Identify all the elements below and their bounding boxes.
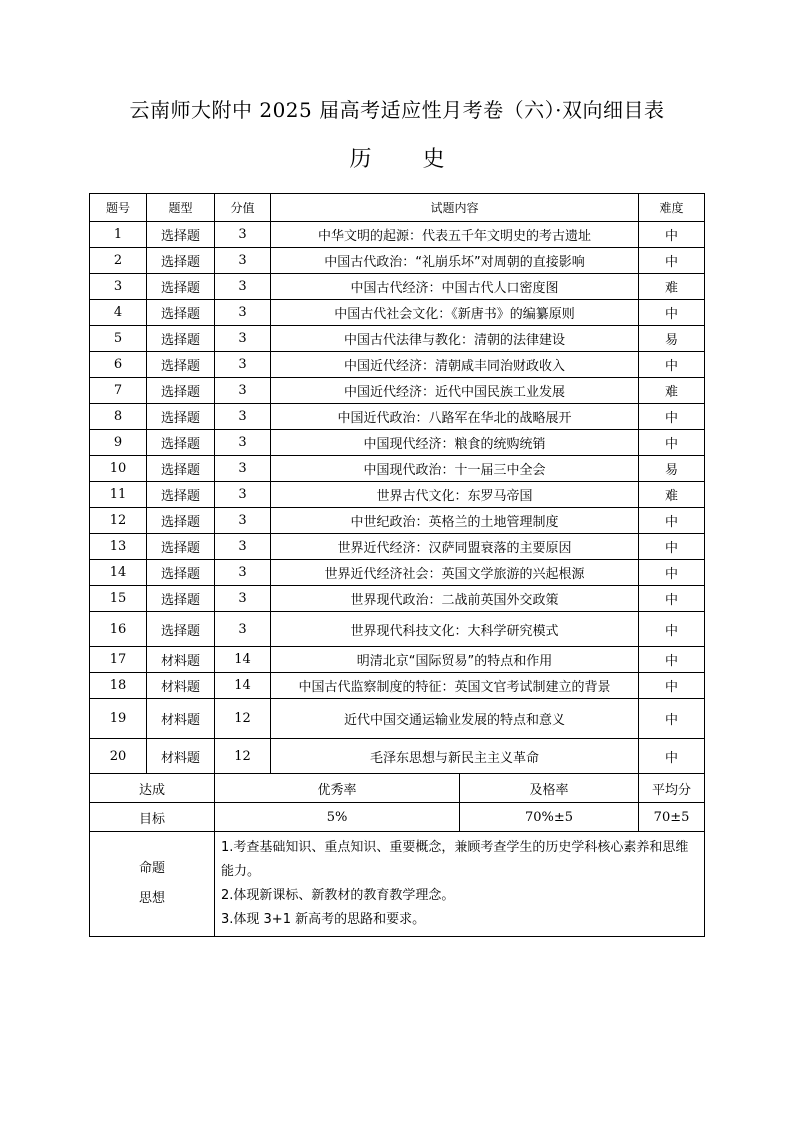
question-number-cell: 13	[90, 534, 147, 560]
question-score-cell: 14	[215, 647, 271, 673]
question-content-cell: 中国近代政治：八路军在华北的战略展开	[271, 404, 639, 430]
document-title: 云南师大附中 2025 届高考适应性月考卷（六）·双向细目表	[129, 98, 665, 122]
question-number-cell: 12	[90, 508, 147, 534]
question-number-cell: 20	[90, 739, 147, 774]
question-type-cell: 材料题	[147, 647, 215, 673]
col-header-difficulty: 难度	[639, 194, 705, 222]
question-difficulty-cell: 难	[639, 482, 705, 508]
question-type-cell: 选择题	[147, 248, 215, 274]
question-type-cell: 选择题	[147, 222, 215, 248]
question-type-cell: 材料题	[147, 699, 215, 739]
question-difficulty-cell: 中	[639, 673, 705, 699]
question-number-cell: 14	[90, 560, 147, 586]
ideas-row	[90, 832, 705, 937]
col-header-number: 题号	[90, 194, 147, 222]
question-content-cell: 中国现代经济：粮食的统购统销	[271, 430, 639, 456]
goal-header-pass: 及格率	[460, 774, 639, 803]
question-score-cell: 12	[215, 699, 271, 739]
idea-item-3: 3.体现 3+1 新高考的思路和要求。	[221, 912, 426, 927]
question-number-cell: 15	[90, 586, 147, 612]
table-row	[90, 222, 705, 248]
table-row	[90, 739, 705, 774]
question-type-cell: 选择题	[147, 508, 215, 534]
col-header-content: 试题内容	[271, 194, 639, 222]
question-score-cell: 3	[215, 430, 271, 456]
question-type-cell: 选择题	[147, 482, 215, 508]
question-type-cell: 选择题	[147, 586, 215, 612]
table-row	[90, 482, 705, 508]
question-content-cell: 世界古代文化：东罗马帝国	[271, 482, 639, 508]
question-difficulty-cell: 中	[639, 430, 705, 456]
question-type-cell: 选择题	[147, 534, 215, 560]
table-row	[90, 673, 705, 699]
question-number-cell: 2	[90, 248, 147, 274]
ideas-label-top: 命题	[138, 861, 165, 876]
goal-header-average: 平均分	[639, 774, 705, 803]
question-difficulty-cell: 难	[639, 378, 705, 404]
goal-header-row	[90, 774, 705, 803]
question-content-cell: 世界近代经济：汉萨同盟衰落的主要原因	[271, 534, 639, 560]
table-row	[90, 699, 705, 739]
question-number-cell: 16	[90, 612, 147, 647]
goal-value-average: 70±5	[639, 803, 705, 832]
question-score-cell: 3	[215, 508, 271, 534]
table-row	[90, 430, 705, 456]
question-number-cell: 5	[90, 326, 147, 352]
goal-label-bottom: 目标	[90, 803, 215, 832]
question-score-cell: 3	[215, 586, 271, 612]
question-content-cell: 中国古代监察制度的特征：英国文官考试制建立的背景	[271, 673, 639, 699]
question-content-cell: 中国古代政治：“礼崩乐坏”对周朝的直接影响	[271, 248, 639, 274]
col-header-type: 题型	[147, 194, 215, 222]
question-number-cell: 19	[90, 699, 147, 739]
question-score-cell: 3	[215, 352, 271, 378]
question-content-cell: 中世纪政治：英格兰的土地管理制度	[271, 508, 639, 534]
table-body	[90, 222, 705, 774]
goal-value-pass: 70%±5	[460, 803, 639, 832]
table-row	[90, 326, 705, 352]
question-content-cell: 世界近代经济社会：英国文学旅游的兴起根源	[271, 560, 639, 586]
ideas-label	[90, 832, 215, 937]
question-type-cell: 选择题	[147, 300, 215, 326]
question-difficulty-cell: 中	[639, 508, 705, 534]
question-score-cell: 14	[215, 673, 271, 699]
question-content-cell: 世界现代政治：二战前英国外交政策	[271, 586, 639, 612]
question-number-cell: 7	[90, 378, 147, 404]
question-content-cell: 明清北京“国际贸易”的特点和作用	[271, 647, 639, 673]
question-content-cell: 中国现代政治：十一届三中全会	[271, 456, 639, 482]
question-content-cell: 中华文明的起源：代表五千年文明史的考古遗址	[271, 222, 639, 248]
question-difficulty-cell: 中	[639, 404, 705, 430]
goal-label-top: 达成	[90, 774, 215, 803]
question-score-cell: 3	[215, 326, 271, 352]
question-difficulty-cell: 中	[639, 586, 705, 612]
question-difficulty-cell: 中	[639, 352, 705, 378]
question-content-cell: 中国近代经济：清朝咸丰同治财政收入	[271, 352, 639, 378]
table-row	[90, 274, 705, 300]
idea-item-1: 1.考查基础知识、重点知识、重要概念，兼顾考查学生的历史学科核心素养和思维能力。	[221, 840, 689, 879]
question-score-cell: 3	[215, 456, 271, 482]
subject-title: 历 史	[349, 147, 467, 172]
goal-header-excellent: 优秀率	[215, 774, 460, 803]
question-score-cell: 3	[215, 534, 271, 560]
question-content-cell: 近代中国交通运输业发展的特点和意义	[271, 699, 639, 739]
question-score-cell: 3	[215, 378, 271, 404]
question-number-cell: 9	[90, 430, 147, 456]
question-number-cell: 4	[90, 300, 147, 326]
table-row	[90, 456, 705, 482]
question-content-cell: 中国古代法律与教化：清朝的法律建设	[271, 326, 639, 352]
question-difficulty-cell: 中	[639, 699, 705, 739]
question-score-cell: 3	[215, 612, 271, 647]
question-difficulty-cell: 中	[639, 612, 705, 647]
question-type-cell: 选择题	[147, 430, 215, 456]
question-type-cell: 材料题	[147, 673, 215, 699]
table-row	[90, 508, 705, 534]
table-row	[90, 404, 705, 430]
question-score-cell: 3	[215, 222, 271, 248]
question-difficulty-cell: 易	[639, 326, 705, 352]
question-number-cell: 17	[90, 647, 147, 673]
question-difficulty-cell: 易	[639, 456, 705, 482]
question-type-cell: 选择题	[147, 404, 215, 430]
question-number-cell: 3	[90, 274, 147, 300]
question-type-cell: 选择题	[147, 612, 215, 647]
col-header-score: 分值	[215, 194, 271, 222]
question-content-cell: 中国近代经济：近代中国民族工业发展	[271, 378, 639, 404]
question-type-cell: 选择题	[147, 560, 215, 586]
question-type-cell: 选择题	[147, 456, 215, 482]
table-row	[90, 248, 705, 274]
table-row	[90, 378, 705, 404]
specification-table	[89, 193, 705, 937]
question-content-cell: 中国古代社会文化：《新唐书》的编纂原则	[271, 300, 639, 326]
question-number-cell: 18	[90, 673, 147, 699]
table-row	[90, 300, 705, 326]
question-score-cell: 3	[215, 274, 271, 300]
question-score-cell: 3	[215, 560, 271, 586]
goal-value-excellent: 5%	[215, 803, 460, 832]
question-difficulty-cell: 难	[639, 274, 705, 300]
table-row	[90, 647, 705, 673]
question-difficulty-cell: 中	[639, 739, 705, 774]
question-difficulty-cell: 中	[639, 534, 705, 560]
question-number-cell: 1	[90, 222, 147, 248]
question-score-cell: 3	[215, 248, 271, 274]
question-score-cell: 3	[215, 300, 271, 326]
table-row	[90, 586, 705, 612]
question-difficulty-cell: 中	[639, 222, 705, 248]
goal-value-row	[90, 803, 705, 832]
question-number-cell: 8	[90, 404, 147, 430]
question-type-cell: 选择题	[147, 378, 215, 404]
question-difficulty-cell: 中	[639, 248, 705, 274]
question-difficulty-cell: 中	[639, 647, 705, 673]
question-difficulty-cell: 中	[639, 560, 705, 586]
question-score-cell: 3	[215, 404, 271, 430]
question-number-cell: 6	[90, 352, 147, 378]
idea-item-2: 2.体现新课标、新教材的教育教学理念。	[221, 888, 455, 903]
table-row	[90, 612, 705, 647]
question-type-cell: 选择题	[147, 274, 215, 300]
question-number-cell: 10	[90, 456, 147, 482]
question-difficulty-cell: 中	[639, 300, 705, 326]
question-content-cell: 中国古代经济：中国古代人口密度图	[271, 274, 639, 300]
ideas-label-bottom: 思想	[138, 891, 165, 906]
question-score-cell: 12	[215, 739, 271, 774]
question-type-cell: 选择题	[147, 352, 215, 378]
question-number-cell: 11	[90, 482, 147, 508]
question-score-cell: 3	[215, 482, 271, 508]
table-row	[90, 352, 705, 378]
table-row	[90, 560, 705, 586]
question-content-cell: 世界现代科技文化：大科学研究模式	[271, 612, 639, 647]
table-row	[90, 534, 705, 560]
question-content-cell: 毛泽东思想与新民主主义革命	[271, 739, 639, 774]
ideas-content	[215, 832, 705, 937]
question-type-cell: 选择题	[147, 326, 215, 352]
question-type-cell: 材料题	[147, 739, 215, 774]
table-header-row	[90, 194, 705, 222]
